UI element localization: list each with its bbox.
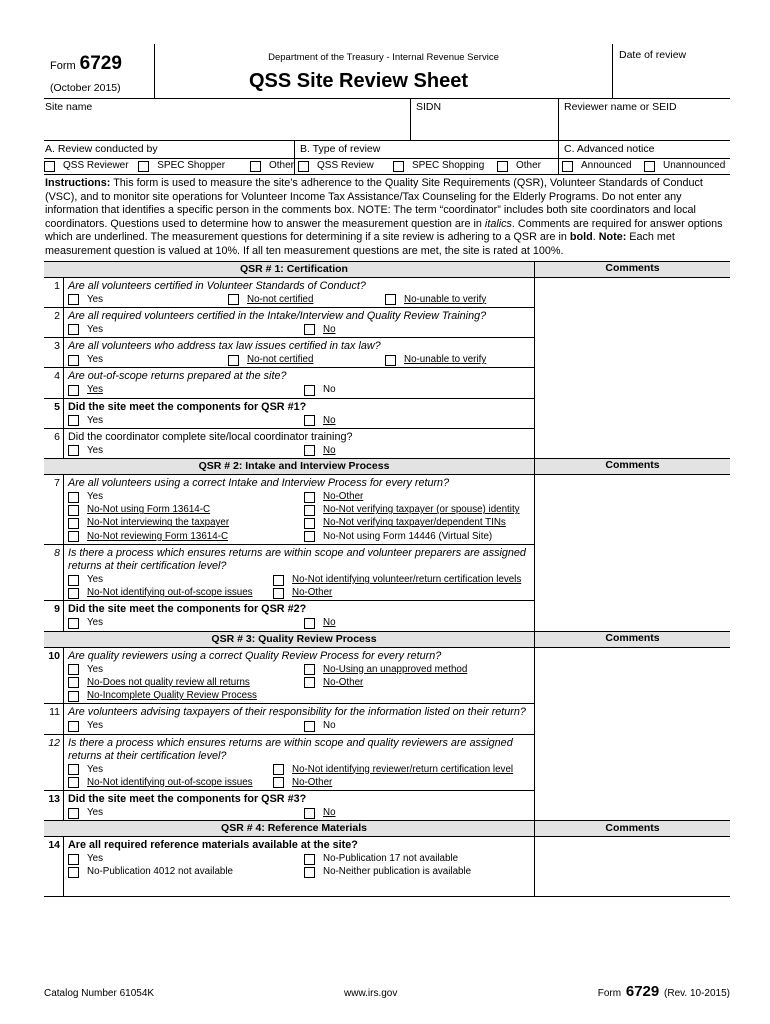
checkbox-label: Unannounced	[663, 160, 726, 172]
checkbox-icon[interactable]	[273, 575, 284, 586]
instructions-italics: italics	[484, 217, 512, 230]
reviewer-label: Reviewer name or SEID	[564, 101, 677, 113]
option[interactable]	[68, 504, 304, 516]
checkbox-icon[interactable]	[385, 294, 396, 305]
option-label: Yes	[87, 414, 103, 426]
question-text: Are all required volunteers certified in the Intake/Interview and Quality Review Training?	[68, 309, 487, 322]
question-number: 9	[44, 601, 64, 630]
checkbox-label: Announced	[581, 160, 632, 172]
checkbox-label: QSS Review	[317, 160, 374, 172]
checkbox-icon[interactable]	[304, 518, 315, 529]
option[interactable]	[68, 445, 304, 457]
site-row	[44, 99, 730, 141]
checkbox-icon[interactable]	[250, 161, 261, 172]
catalog-number: Catalog Number 61054K	[44, 988, 155, 999]
option[interactable]	[304, 517, 534, 529]
comments-box-qsr4[interactable]	[534, 837, 730, 896]
option[interactable]	[68, 587, 273, 599]
option-label: No-Not interviewing the taxpayer	[87, 517, 230, 529]
question-14	[44, 837, 534, 897]
option[interactable]	[68, 677, 304, 689]
checkbox-icon[interactable]	[68, 777, 79, 788]
review-type-checkboxes	[44, 159, 730, 175]
advanced-notice-label: C. Advanced notice	[558, 141, 730, 158]
section-header-qsr4	[44, 821, 730, 837]
option[interactable]	[385, 294, 534, 306]
footer-form-word: Form	[597, 988, 622, 999]
option[interactable]	[68, 324, 304, 336]
option-label: Yes	[87, 323, 103, 335]
checkbox-icon[interactable]	[68, 415, 79, 426]
option[interactable]	[68, 531, 304, 543]
option[interactable]	[304, 504, 534, 516]
comments-header: Comments	[534, 821, 730, 837]
option-label: No	[323, 807, 336, 819]
option[interactable]	[68, 491, 304, 503]
option-label: No-Not using Form 13614-C	[87, 504, 211, 516]
checkbox-icon[interactable]	[497, 161, 508, 172]
review-conducted-by-label: A. Review conducted by	[45, 143, 158, 155]
checkbox-announced[interactable]	[562, 160, 644, 173]
option[interactable]	[304, 491, 534, 503]
type-of-review-label: B. Type of review	[294, 141, 558, 158]
question-number: 1	[44, 278, 64, 307]
checkbox-icon[interactable]	[68, 867, 79, 878]
form-number: 6729	[79, 53, 122, 74]
checkbox-qss-review[interactable]	[298, 160, 393, 173]
question-text: Are all volunteers who address tax law issues certified in tax law?	[68, 340, 381, 353]
form-footer	[44, 983, 730, 1002]
checkbox-icon[interactable]	[273, 588, 284, 599]
checkbox-icon[interactable]	[304, 324, 315, 335]
form-page	[44, 44, 730, 897]
checkbox-icon[interactable]	[304, 854, 315, 865]
checkbox-icon[interactable]	[68, 575, 79, 586]
checkbox-icon[interactable]	[304, 492, 315, 503]
question-6	[44, 429, 534, 458]
checkbox-icon[interactable]	[68, 294, 79, 305]
instructions-text: .	[592, 231, 599, 244]
option[interactable]	[68, 690, 304, 702]
checkbox-icon[interactable]	[68, 691, 79, 702]
comments-header: Comments	[534, 631, 730, 647]
checkbox-icon[interactable]	[304, 385, 315, 396]
option[interactable]	[304, 664, 534, 676]
option-label: Yes	[87, 444, 103, 456]
option[interactable]	[273, 587, 534, 599]
option-label: No-Other	[323, 490, 364, 502]
option-label: No	[323, 414, 336, 426]
instructions-lead: Instructions:	[45, 177, 111, 189]
footer-form-id	[524, 983, 730, 1002]
question-number: 5	[44, 399, 64, 428]
option-label: No-Other	[292, 587, 333, 599]
checkbox-spec-shopping[interactable]	[393, 160, 497, 173]
question-number: 7	[44, 475, 64, 544]
section-qsr3	[44, 648, 730, 822]
option-label: No-unable to verify	[404, 354, 487, 366]
option[interactable]	[68, 807, 304, 819]
form-word: Form	[50, 60, 76, 72]
option[interactable]	[304, 415, 534, 427]
option[interactable]	[68, 664, 304, 676]
sidn-label: SIDN	[416, 101, 442, 113]
option[interactable]	[304, 384, 534, 396]
question-10	[44, 648, 534, 705]
checkbox-icon[interactable]	[385, 355, 396, 366]
option-label: No-Does not quality review all returns	[87, 676, 250, 688]
option[interactable]	[304, 531, 534, 543]
checkbox-label: Other	[516, 160, 542, 172]
checkbox-icon[interactable]	[44, 161, 55, 172]
option-label: Yes	[87, 663, 103, 675]
checkbox-other-a[interactable]	[250, 160, 294, 173]
checkbox-icon[interactable]	[138, 161, 149, 172]
question-number: 2	[44, 308, 64, 337]
checkbox-icon[interactable]	[304, 415, 315, 426]
instructions-text: Each met measurement question is valued at 10%. If all ten measurement questions are met, the site is rated at 100%.	[45, 231, 675, 257]
checkbox-icon[interactable]	[68, 355, 79, 366]
checkbox-icon[interactable]	[298, 161, 309, 172]
irs-url: www.irs.gov	[344, 988, 398, 999]
section-title: QSR # 4: Reference Materials	[221, 822, 367, 835]
checkbox-icon[interactable]	[304, 505, 315, 516]
checkbox-icon[interactable]	[393, 161, 404, 172]
checkbox-label: Other	[268, 160, 294, 172]
question-11	[44, 704, 534, 734]
question-7	[44, 475, 534, 545]
checkbox-icon[interactable]	[68, 492, 79, 503]
question-number: 11	[44, 704, 64, 733]
checkbox-icon[interactable]	[273, 777, 284, 788]
option[interactable]	[304, 807, 534, 819]
comments-box-qsr2[interactable]	[534, 475, 730, 631]
option-label: No-Not verifying taxpayer/dependent TINs	[323, 517, 506, 529]
checkbox-icon[interactable]	[68, 385, 79, 396]
comments-header: Comments	[534, 261, 730, 277]
checkbox-icon[interactable]	[68, 764, 79, 775]
option[interactable]	[68, 777, 273, 789]
option-label: No	[323, 617, 336, 629]
option-label: Yes	[87, 293, 103, 305]
option-label: No-not certified	[247, 293, 314, 305]
checkbox-icon[interactable]	[68, 677, 79, 688]
option[interactable]	[273, 764, 534, 776]
question-text: Did the site meet the components for QSR #3?	[68, 793, 307, 806]
checkbox-icon[interactable]	[68, 505, 79, 516]
checkbox-icon[interactable]	[273, 764, 284, 775]
option-label: No-Other	[292, 776, 333, 788]
checkbox-qss-reviewer[interactable]	[44, 160, 138, 173]
option-label: No-not certified	[247, 354, 314, 366]
option[interactable]	[68, 720, 304, 732]
option-label: No-Not identifying out-of-scope issues	[87, 587, 253, 599]
form-date: (October 2015)	[50, 81, 121, 94]
question-number: 8	[44, 545, 64, 600]
checkbox-label: QSS Reviewer	[63, 160, 129, 172]
checkbox-icon[interactable]	[304, 618, 315, 629]
question-5	[44, 399, 534, 429]
option[interactable]	[228, 294, 385, 306]
option[interactable]	[68, 517, 304, 529]
question-8	[44, 545, 534, 601]
question-4	[44, 368, 534, 398]
form-title-block	[155, 44, 612, 98]
option[interactable]	[228, 354, 385, 366]
date-of-review-label: Date of review	[619, 49, 687, 61]
question-number: 14	[44, 837, 64, 897]
option[interactable]	[68, 866, 304, 878]
question-9	[44, 601, 534, 630]
option[interactable]	[273, 574, 534, 586]
option-label: No-Neither publication is available	[323, 866, 472, 878]
question-text: Is there a process which ensures returns are within scope and volunteer preparers are assigned returns at their certification level?	[68, 546, 526, 572]
option-label: No-Not reviewing Form 13614-C	[87, 530, 229, 542]
question-text: Is there a process which ensures returns are within scope and quality reviewers are assigned returns at their certification level?	[68, 736, 513, 762]
option-label: No-Not identifying reviewer/return certification level	[292, 763, 514, 775]
instructions-text: . Comments are required for answer options which are underlined. The measurement questions for determining if a site review is adhering to a QSR are in	[45, 217, 723, 244]
section-qsr4	[44, 837, 730, 897]
section-title: QSR # 3: Quality Review Process	[211, 632, 377, 645]
option[interactable]	[304, 324, 534, 336]
option[interactable]	[68, 617, 304, 629]
question-number: 12	[44, 735, 64, 790]
date-of-review-field[interactable]	[612, 44, 730, 98]
footer-form-number: 6729	[625, 983, 660, 1000]
checkbox-icon[interactable]	[228, 294, 239, 305]
checkbox-icon[interactable]	[68, 808, 79, 819]
checkbox-icon[interactable]	[68, 664, 79, 675]
question-1	[44, 278, 534, 308]
checkbox-icon[interactable]	[68, 618, 79, 629]
question-number: 10	[44, 648, 64, 704]
question-text: Are all volunteers using a correct Intake and Interview Process for every return?	[68, 476, 450, 489]
checkbox-icon[interactable]	[304, 867, 315, 878]
option-label: No	[323, 444, 336, 456]
option-label: No-Not identifying volunteer/return certification levels	[292, 573, 522, 585]
option[interactable]	[385, 354, 534, 366]
option-label: Yes	[87, 720, 103, 732]
site-name-label: Site name	[45, 101, 93, 113]
checkbox-icon[interactable]	[68, 854, 79, 865]
option[interactable]	[68, 384, 304, 396]
question-number: 3	[44, 338, 64, 367]
question-text: Are volunteers advising taxpayers of their responsibility for the information listed on their return?	[68, 706, 526, 719]
instructions	[44, 175, 730, 262]
checkbox-spec-shopper[interactable]	[138, 160, 250, 173]
question-13	[44, 791, 534, 820]
option-label: No-unable to verify	[404, 293, 487, 305]
option-label: Yes	[87, 617, 103, 629]
option-label: Yes	[87, 384, 103, 396]
option[interactable]	[304, 720, 534, 732]
option-label: No-Other	[323, 676, 364, 688]
option[interactable]	[68, 354, 228, 366]
option[interactable]	[68, 294, 228, 306]
option-label: No-Incomplete Quality Review Process	[87, 690, 257, 702]
question-2	[44, 308, 534, 338]
section-header-qsr2	[44, 459, 730, 475]
option[interactable]	[304, 677, 534, 689]
option-label: No-Publication 17 not available	[323, 853, 459, 865]
page-title: QSS Site Review Sheet	[249, 69, 468, 92]
option[interactable]	[304, 853, 534, 865]
footer-revision: (Rev. 10-2015)	[664, 988, 730, 999]
option-label: No-Not identifying out-of-scope issues	[87, 776, 253, 788]
option-label: Yes	[87, 490, 103, 502]
option-label: No	[323, 720, 336, 732]
question-number: 6	[44, 429, 64, 458]
checkbox-icon[interactable]	[68, 518, 79, 529]
option-label: Yes	[87, 763, 103, 775]
checkbox-icon[interactable]	[304, 677, 315, 688]
option[interactable]	[68, 853, 304, 865]
instructions-note: Note:	[598, 231, 627, 244]
option-label: No-Publication 4012 not available	[87, 866, 233, 878]
department: Department of the Treasury - Internal Revenue Service	[268, 52, 499, 63]
checkbox-icon[interactable]	[304, 531, 315, 542]
question-text: Are all required reference materials available at the site?	[68, 839, 358, 852]
section-qsr1	[44, 278, 730, 459]
option-label: No	[323, 323, 336, 335]
comments-box-qsr1[interactable]	[534, 278, 730, 458]
checkbox-other-b[interactable]	[497, 160, 541, 173]
sidn-field[interactable]	[410, 99, 558, 140]
checkbox-icon[interactable]	[68, 445, 79, 456]
checkbox-icon[interactable]	[304, 445, 315, 456]
question-number: 4	[44, 368, 64, 397]
question-text: Are quality reviewers using a correct Quality Review Process for every return?	[68, 649, 442, 662]
instructions-bold: bold	[569, 231, 593, 244]
checkbox-icon[interactable]	[228, 355, 239, 366]
option-label: No-Using an unapproved method	[323, 663, 468, 675]
checkbox-icon[interactable]	[68, 531, 79, 542]
option[interactable]	[273, 777, 534, 789]
question-text: Are all volunteers certified in Volunteer Standards of Conduct?	[68, 279, 366, 292]
section-title: QSR # 1: Certification	[240, 262, 348, 275]
section-qsr2	[44, 475, 730, 632]
checkbox-icon[interactable]	[68, 324, 79, 335]
question-text: Did the site meet the components for QSR #2?	[68, 603, 307, 616]
question-12	[44, 735, 534, 791]
question-text: Did the site meet the components for QSR #1?	[68, 400, 307, 413]
checkbox-icon[interactable]	[304, 664, 315, 675]
section-header-qsr3	[44, 632, 730, 648]
checkbox-label: SPEC Shopping	[412, 160, 485, 172]
question-text: Did the coordinator complete site/local coordinator training?	[68, 430, 353, 443]
option[interactable]	[304, 866, 534, 878]
site-name-field[interactable]	[44, 99, 410, 140]
review-type-labels	[44, 141, 730, 159]
question-text: Are out-of-scope returns prepared at the site?	[68, 370, 287, 383]
section-title: QSR # 2: Intake and Interview Process	[198, 459, 390, 472]
option[interactable]	[68, 764, 273, 776]
form-header	[44, 44, 730, 99]
option-label: Yes	[87, 807, 103, 819]
checkbox-icon[interactable]	[304, 808, 315, 819]
option[interactable]	[68, 415, 304, 427]
option-label: No	[323, 384, 336, 396]
option[interactable]	[304, 617, 534, 629]
checkbox-icon[interactable]	[68, 721, 79, 732]
checkbox-icon[interactable]	[562, 161, 573, 172]
option-label: Yes	[87, 354, 103, 366]
instructions-text: This form is used to measure the site’s adherence to the Quality Site Requirements (QSR), Volunteer Standards of Conduct (VSC), and to monitor site operations for Volunteer Income Tax Assistance/Tax Counseling for the Elderly Programs. Do not enter any information that identifies a specific person in the comments box. NOTE: The term “coordinator” includes both site coordinators and local coordinators. Questions used to determine how to answer the measurement question are in	[45, 177, 703, 230]
question-number: 13	[44, 791, 64, 820]
checkbox-icon[interactable]	[68, 588, 79, 599]
option-label: No-Not verifying taxpayer (or spouse) identity	[323, 504, 520, 516]
option-label: Yes	[87, 573, 103, 585]
comments-box-qsr3[interactable]	[534, 648, 730, 821]
option[interactable]	[304, 445, 534, 457]
reviewer-field[interactable]	[558, 99, 730, 140]
question-3	[44, 338, 534, 368]
option-label: Yes	[87, 853, 103, 865]
checkbox-icon[interactable]	[304, 721, 315, 732]
checkbox-label: SPEC Shopper	[157, 160, 226, 172]
option[interactable]	[68, 574, 273, 586]
checkbox-unannounced[interactable]	[644, 160, 725, 173]
checkbox-icon[interactable]	[644, 161, 655, 172]
section-header-qsr1	[44, 262, 730, 278]
option-label: No-Not using Form 14446 (Virtual Site)	[323, 530, 493, 542]
comments-header: Comments	[534, 458, 730, 474]
